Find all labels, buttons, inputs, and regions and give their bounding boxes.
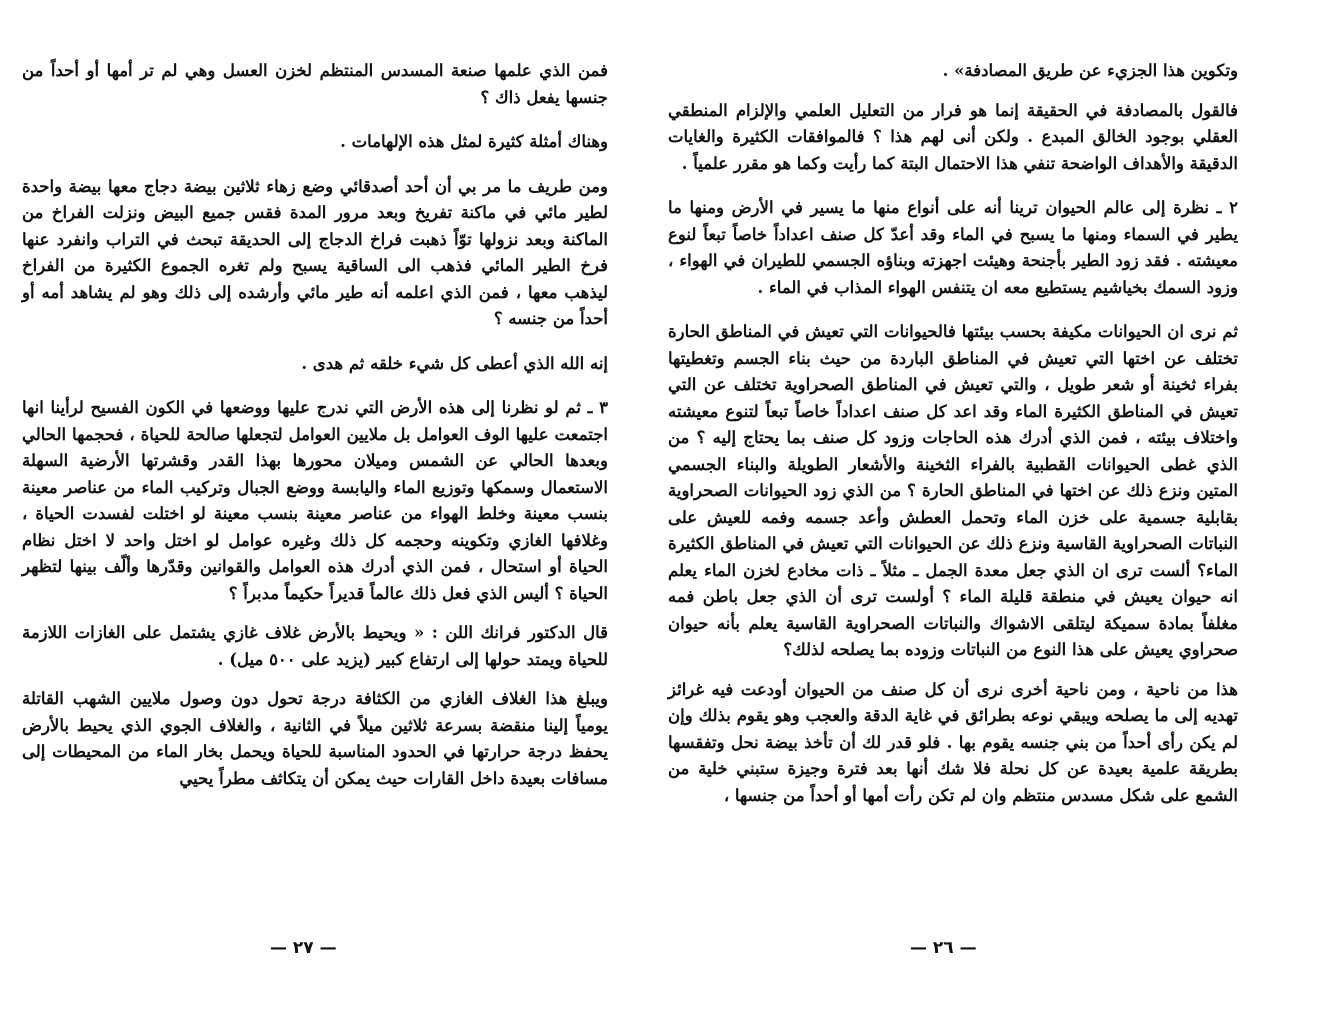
paragraph: هذا من ناحية ، ومن ناحية أخرى نرى أن كل صنف من الحيوان أودعت فيه غرائز تهديه إلى ما يصلحه ويبقي نوعه بطرائق في غاية الدقة والعجب وهو يقوم بذلك وإن لم يكن رأى أحداً من بني جنسه يقوم بها . فلو قدر لك أن تأخذ بيضة نحل وتفقسها بطريقة علمية بعيدة عن كل نحلة فلا شك أنها بعد فترة وجيزة ستبني خلية من الشمع على شكل مسدس منتظم وان لم تكن رأت أمها أو أحداً من جنسها ، <box>668 679 1238 805</box>
paragraph: وتكوين هذا الجزيء عن طريق المصادفة» . <box>942 61 1238 80</box>
paragraph: فالقول بالمصادفة في الحقيقة إنما هو فرار من التعليل العلمي والإلزام المنطقي العقلي بوجود الخالق المبدع . ولكن أنى لهم هذا ؟ فالموافقات الكثيرة والغايات الدقيقة والأهداف الواضحة تنفي هذا الاحتمال البتة كما رأيت وكما هو مقرر علمياً . <box>668 100 1238 173</box>
paragraph: وهناك أمثلة كثيرة لمثل هذه الإلهامات . <box>340 132 608 151</box>
paragraph: ٢ ـ نظرة إلى عالم الحيوان ترينا أنه على أنواع منها ما يسير في الأرض ومنها ما يطير في السماء ومنها ما يسبح في الماء وقد أعدّ كل صنف اعداداً خاصاً تبعاً لنوع معيشته . فقد زود الطير بأجنحة وهيئت اجهزته وبناؤه الجسمي للطيران في الهواء ، وزود السمك بخياشيم يستطيع معه ان يتنفس الهواء المذاب في الماء . <box>668 198 1238 297</box>
paragraph: ٣ ـ ثم لو نظرنا إلى هذه الأرض التي ندرج عليها ووضعها في الكون الفسيح لرأينا انها اجتمعت عليها الوف العوامل بل ملايين العوامل لتجعلها صالحة للحياة ، فحجمها الحالي وبعدها الحالي عن الشمس وميلان محورها بهذا القدر وقشرتها الأرضية السهلة الاستعمال وسمكها وتوزيع الماء واليابسة ووضع الجبال وتركيب الماء من عناصر معينة بنسب معينة وخلط الهواء من عناصر معينة بنسب معينة لو اختلت لفسدت الحياة ، وغلافها الغازي وتكوينه وحجمه كل ذلك وغيره عوامل لو اختل واحد لا اختل نظام الحياة أو استحال ، فمن الذي أدرك هذه العوامل والقوانين وقدّرها وألّف بينها لتظهر الحياة ؟ أليس الذي فعل ذلك عالماً قديراً حكيماً مدبراً ؟ <box>22 398 608 603</box>
paragraph: ويبلغ هذا الغلاف الغازي من الكثافة درجة تحول دون وصول ملايين الشهب القاتلة يومياً إلينا منقضة بسرعة ثلاثين ميلاً في الثانية ، والغلاف الجوي الذي يحيط بالأرض يحفظ درجة حرارتها في الحدود المناسبة للحياة ويحمل بخار الماء من المحيطات إلى مسافات بعيدة داخل القارات حيث يمكن أن يتكاثف مطراً يحيي <box>22 689 608 788</box>
paragraph: قال الدكتور فرانك اللن : « ويحيط بالأرض غلاف غازي يشتمل على الغازات اللازمة للحياة ويمتد حولها إلى ارتفاع كبير (يزيد على ٥٠٠ ميل) . <box>22 623 608 669</box>
page-number: — ٢٧ — <box>270 938 337 958</box>
page-right <box>660 0 1320 1020</box>
paragraph: فمن الذي علمها صنعة المسدس المنتظم لخزن العسل وهي لم تر أمها أو أحداً من جنسها يفعل ذاك ؟ <box>22 61 608 107</box>
paragraph: ومن طريف ما مر بي أن أحد أصدقائي وضع زهاء ثلاثين بيضة دجاج معها بيضة واحدة لطير مائي في ماكنة تفريخ وبعد مرور المدة فقس جميع البيض ونزلت الفراخ من الماكنة وبعد نزولها توّاً ذهبت فراخ الدجاج إلى الحديقة تبحث في التراب وانفرد عنها فرخ الطير المائي فذهب الى الساقية يسبح ولم تغره الجموع الكثيرة من الفراخ ليذهب معها ، فمن الذي اعلمه أنه طير مائي وأرشده إلى ذلك وهو لم يشاهد أمه أو أحداً من جنسه ؟ <box>22 176 608 328</box>
paragraph: ثم نرى ان الحيوانات مكيفة بحسب بيئتها فالحيوانات التي تعيش في المناطق الحارة تختلف عن اختها التي تعيش في المناطق الباردة من حيث بناء الجسم وتغطيتها بفراء ثخينة أو شعر طويل ، والتي تعيش في المناطق الصحراوية تختلف عن التي تعيش في المناطق الكثيرة الماء وقد اعد كل صنف اعداداً خاصاً تبعاً لتنوع معيشته واختلاف بيئته ، فمن الذي أدرك هذه الحاجات وزود كل صنف بما يحتاج إليه ؟ من الذي غطى الحيوانات القطبية بالفراء الثخينة والأشعار الطويلة والبناء الجسمي المتين ونزع ذلك عن اختها في المناطق الحارة ؟ من الذي زود الحيوانات الصحراوية بقابلية جسمية على خزن الماء وتحمل العطش وأعد جسمه وفمه للعيش على النباتات الصحراوية القاسية ونزع ذلك عن الحيوانات التي تعيش في المناطق الكثيرة الماء؟ ألست ترى ان الذي جعل معدة الجمل ـ مثلاً ـ ذات مخادع لخزن الماء يعلم انه حيوان يعيش في منطقة قليلة الماء ؟ أولست ترى أن الذي جعل باطن فمه مغلفاً بمادة سميكة ليتلقى الاشواك والنباتات الصحراوية القاسية يعلم بأنه حيوان صحراوي يعيش على هذا النوع من النباتات وزوده بما يصلحه لذلك؟ <box>668 322 1238 659</box>
page-number: — ٢٦ — <box>910 938 977 958</box>
paragraph: إنه الله الذي أعطى كل شيء خلقه ثم هدى . <box>301 353 608 373</box>
